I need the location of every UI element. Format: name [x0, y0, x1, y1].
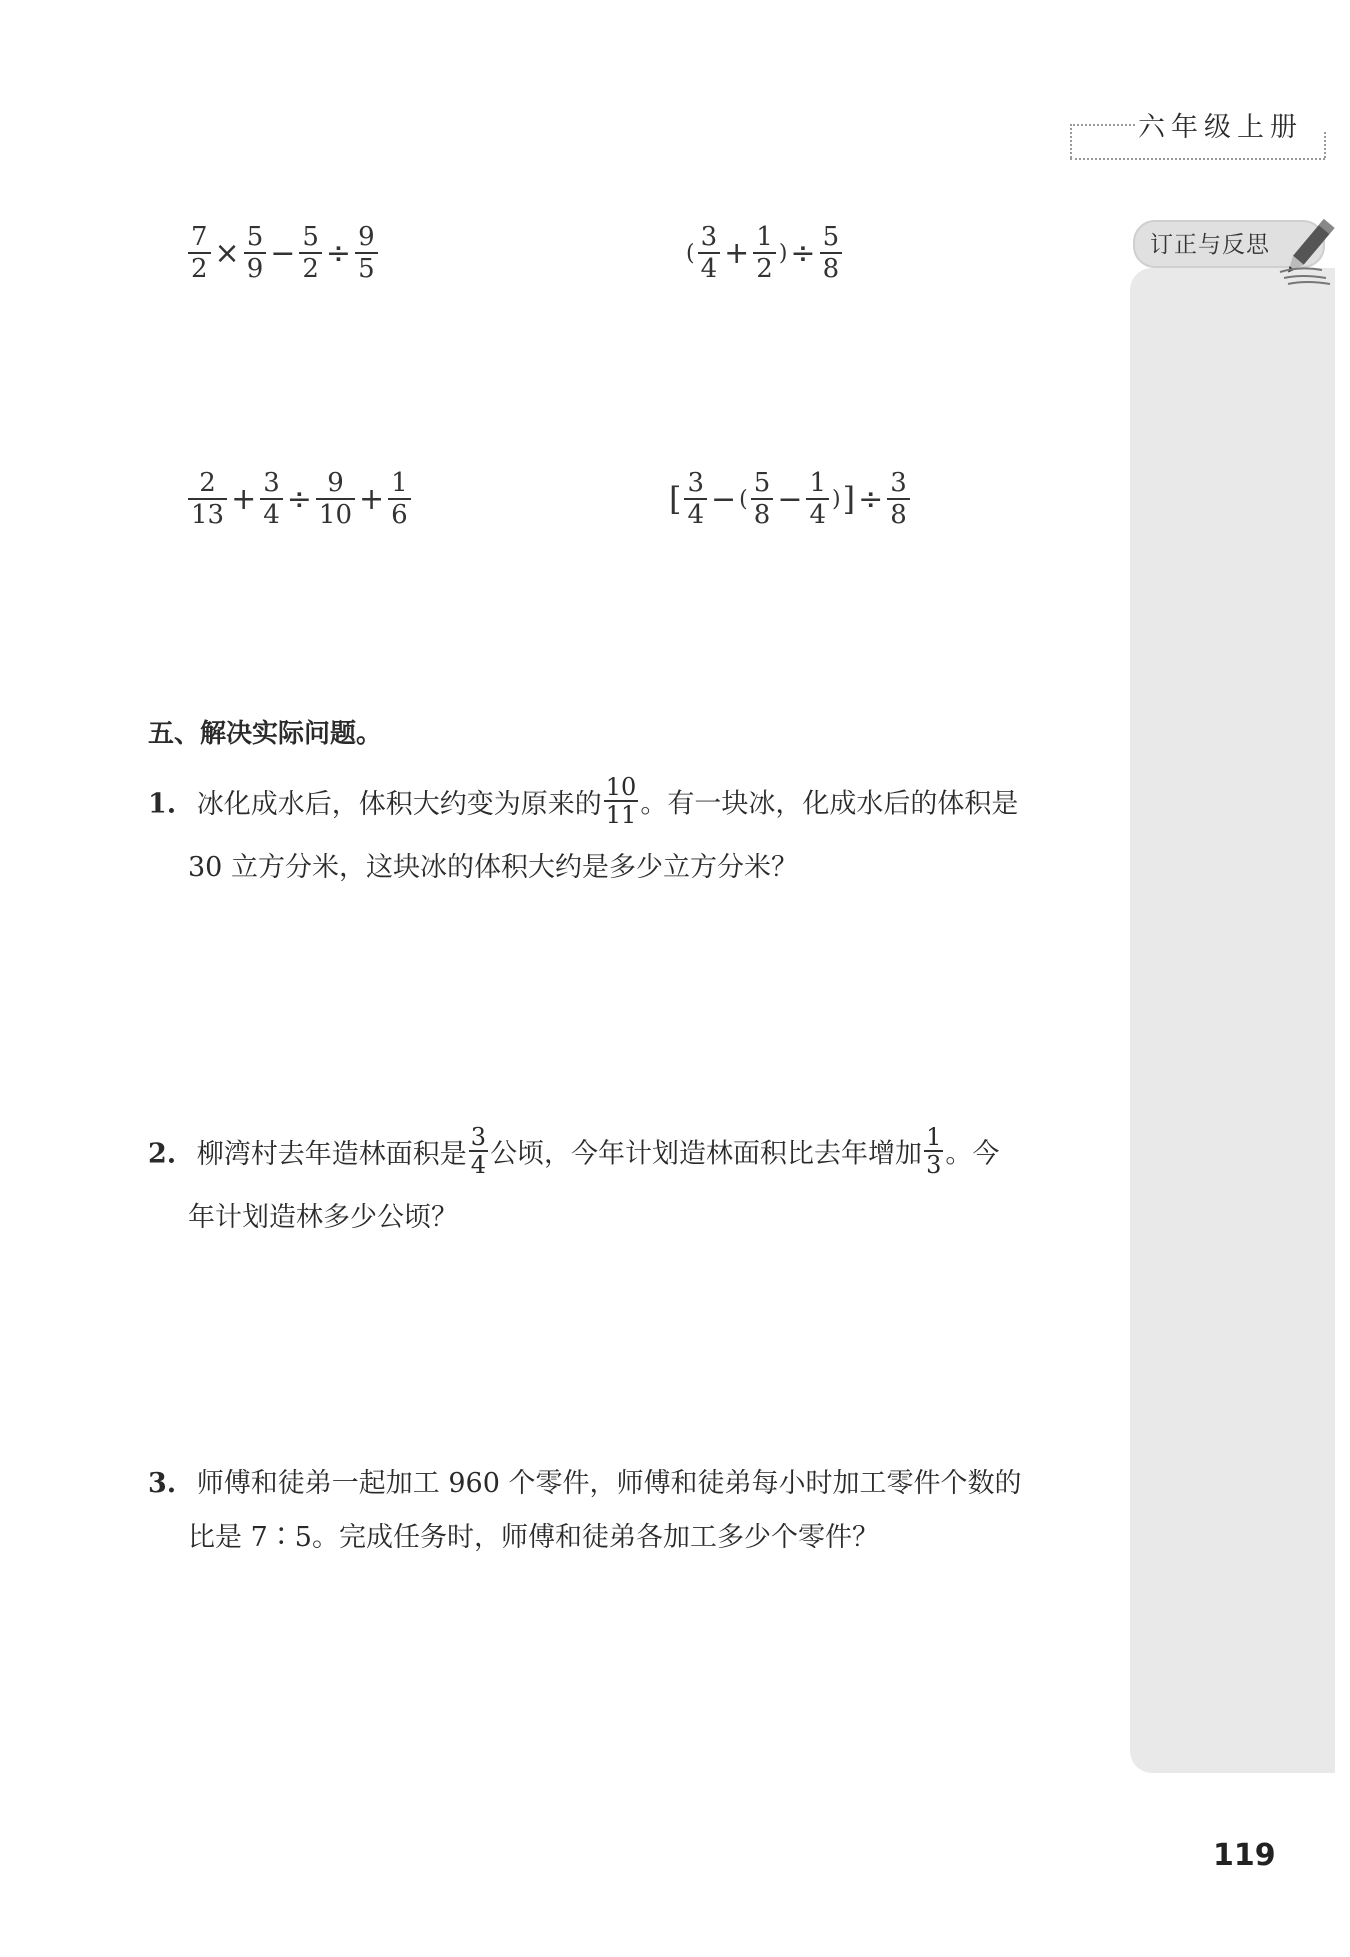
fraction [244, 222, 267, 284]
expression-1 [186, 222, 380, 284]
problem-text: 。今 [945, 1138, 1000, 1170]
fraction [698, 222, 721, 284]
denominator: 4 [684, 498, 707, 530]
bracket-symbol: ] [842, 480, 856, 518]
bracket-symbol: ( [686, 240, 695, 266]
operator: + [359, 481, 385, 517]
denominator: 8 [887, 498, 910, 530]
reflection-tab-label: 订正与反思 [1150, 232, 1270, 258]
problem-3 [148, 1466, 1108, 1502]
problem-1 [148, 773, 1098, 832]
bracket-symbol: ( [739, 486, 748, 512]
section-title: 五、解决实际问题。 [148, 719, 383, 749]
problem-text: 师傅和徒弟一起加工 960 个零件，师傅和徒弟每小时加工零件个数的 [196, 1468, 1022, 1499]
denominator: 2 [299, 252, 322, 284]
fraction [388, 468, 411, 530]
denominator: 2 [753, 252, 776, 284]
header-dotted-line [1070, 124, 1072, 158]
fraction [188, 468, 227, 530]
operator: × [214, 235, 240, 271]
problem-1-line-2: 30 立方分米，这块冰的体积大约是多少立方分米？ [188, 852, 798, 883]
fraction [753, 222, 776, 284]
bracket-symbol: ) [778, 240, 788, 266]
problem-number: 1. [148, 788, 177, 820]
denominator: 6 [388, 498, 411, 530]
problem-text: 公顷，今年计划造林面积比去年增加 [490, 1138, 923, 1170]
numerator: 9 [327, 468, 344, 498]
numerator: 1 [809, 468, 826, 498]
operator: − [711, 481, 737, 517]
fraction [924, 1124, 943, 1178]
fraction [469, 1124, 488, 1178]
denominator: 4 [806, 498, 829, 530]
expression-3 [186, 468, 413, 530]
operator: ÷ [325, 235, 352, 271]
denominator: 4 [470, 1151, 487, 1179]
operator: ÷ [286, 481, 312, 517]
fraction [188, 222, 211, 284]
pencil-icon [1270, 212, 1338, 292]
denominator: 3 [926, 1151, 942, 1179]
fraction [820, 222, 843, 284]
numerator: 3 [890, 468, 907, 498]
fraction [260, 468, 283, 530]
denominator: 2 [188, 252, 211, 284]
numerator: 2 [199, 468, 216, 498]
problem-text: 。有一块冰，化成水后的体积是 [640, 788, 1019, 820]
numerator: 7 [191, 222, 208, 252]
fraction [806, 468, 829, 530]
page-number: 119 [1213, 1838, 1276, 1873]
bracket-symbol: ) [832, 486, 841, 512]
header-dotted-line [1070, 124, 1135, 126]
fraction [316, 468, 355, 530]
header-dotted-line [1070, 158, 1325, 160]
denominator: 11 [605, 801, 637, 829]
numerator: 5 [822, 222, 840, 252]
grade-label: 六年级上册 [1138, 112, 1303, 143]
operator: − [777, 481, 803, 517]
denominator: 8 [751, 498, 774, 530]
problem-number: 2. [148, 1138, 177, 1170]
fraction [604, 774, 639, 828]
numerator: 3 [263, 468, 280, 498]
fraction [355, 222, 378, 284]
numerator: 1 [391, 468, 408, 498]
problem-text: 冰化成水后，体积大约变为原来的 [196, 788, 602, 820]
denominator: 4 [698, 252, 721, 284]
problem-2 [148, 1123, 1108, 1182]
operator: + [231, 481, 257, 517]
numerator: 1 [926, 1123, 942, 1151]
numerator: 10 [605, 773, 637, 801]
header-dotted-line [1324, 132, 1326, 158]
fraction [684, 468, 707, 530]
denominator: 13 [188, 498, 227, 530]
numerator: 1 [756, 222, 773, 252]
numerator: 3 [470, 1123, 487, 1151]
problem-number: 3. [148, 1468, 177, 1499]
numerator: 5 [753, 468, 771, 498]
expression-2 [685, 222, 844, 284]
reflection-sidebar [1130, 268, 1335, 1773]
denominator: 9 [244, 252, 267, 284]
bracket-symbol: [ [669, 480, 682, 518]
problem-3-line-2: 比是 7∶5。完成任务时，师傅和徒弟各加工多少个零件？ [188, 1522, 879, 1553]
numerator: 3 [700, 222, 718, 252]
numerator: 9 [358, 222, 375, 252]
denominator: 4 [260, 498, 283, 530]
expression-4 [668, 468, 912, 530]
problem-2-line-2: 年计划造林多少公顷？ [188, 1202, 458, 1233]
problem-text: 柳湾村去年造林面积是 [196, 1138, 467, 1170]
numerator: 3 [687, 468, 705, 498]
numerator: 5 [302, 222, 319, 252]
fraction [751, 468, 774, 530]
operator: + [724, 235, 750, 271]
fraction [887, 468, 910, 530]
denominator: 5 [355, 252, 378, 284]
operator: ÷ [790, 235, 816, 271]
operator: ÷ [858, 481, 884, 517]
denominator: 8 [820, 252, 843, 284]
denominator: 10 [316, 498, 355, 530]
fraction [299, 222, 322, 284]
numerator: 5 [246, 222, 264, 252]
operator: − [270, 235, 296, 271]
